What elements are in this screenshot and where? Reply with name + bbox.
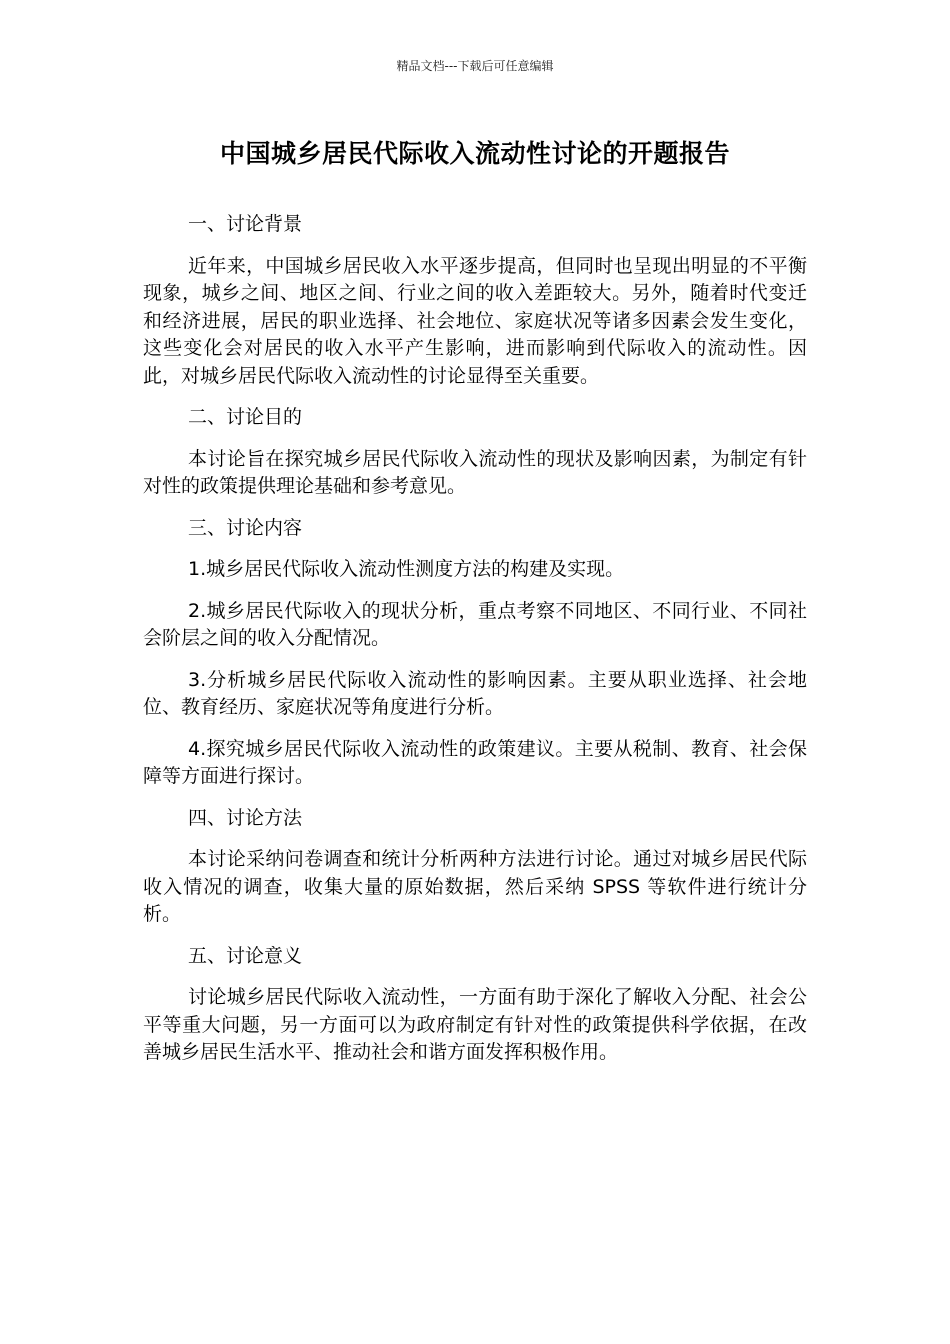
section-purpose xyxy=(143,404,807,501)
body-paragraph: 讨论城乡居民代际收入流动性，一方面有助于深化了解收入分配、社会公平等重大问题，另一方面可以为政府制定有针对性的政策提供科学依据，在改善城乡居民生活水平、推动社会和谐方面发挥积极作用。 xyxy=(143,986,807,1063)
section-heading: 二、讨论目的 xyxy=(188,406,303,428)
body-paragraph: 近年来，中国城乡居民收入水平逐步提高，但同时也呈现出明显的不平衡现象，城乡之间、地区之间、行业之间的收入差距较大。另外，随着时代变迁和经济进展，居民的职业选择、社会地位、家庭状况等诸多因素会发生变化，这些变化会对居民的收入水平产生影响，进而影响到代际收入的流动性。因此，对城乡居民代际收入流动性的讨论显得至关重要。 xyxy=(143,254,807,387)
section-heading: 一、讨论背景 xyxy=(188,213,303,235)
page-header: 精品文档---下载后可任意编辑 xyxy=(396,59,554,73)
section-content xyxy=(143,515,807,791)
document-body xyxy=(143,211,807,1081)
list-item: 3.分析城乡居民代际收入流动性的影响因素。主要从职业选择、社会地位、教育经历、家庭状况等角度进行分析。 xyxy=(143,668,807,718)
body-paragraph: 本讨论采纳问卷调查和统计分析两种方法进行讨论。通过对城乡居民代际收入情况的调查，收集大量的原始数据，然后采纳 SPSS 等软件进行统计分析。 xyxy=(143,848,807,925)
document-title: 中国城乡居民代际收入流动性讨论的开题报告 xyxy=(219,139,730,168)
section-heading: 五、讨论意义 xyxy=(188,944,303,967)
list-item: 4.探究城乡居民代际收入流动性的政策建议。主要从税制、教育、社会保障等方面进行探讨。 xyxy=(143,737,807,787)
section-background xyxy=(143,211,807,390)
section-significance xyxy=(143,943,807,1067)
body-paragraph: 本讨论旨在探究城乡居民代际收入流动性的现状及影响因素，为制定有针对性的政策提供理论基础和参考意见。 xyxy=(143,447,807,497)
list-item: 1.城乡居民代际收入流动性测度方法的构建及实现。 xyxy=(188,558,625,580)
section-heading: 三、讨论内容 xyxy=(188,516,303,539)
list-item: 2.城乡居民代际收入的现状分析，重点考察不同地区、不同行业、不同社会阶层之间的收入分配情况。 xyxy=(143,599,807,649)
section-method xyxy=(143,805,807,929)
section-heading: 四、讨论方法 xyxy=(188,806,303,829)
